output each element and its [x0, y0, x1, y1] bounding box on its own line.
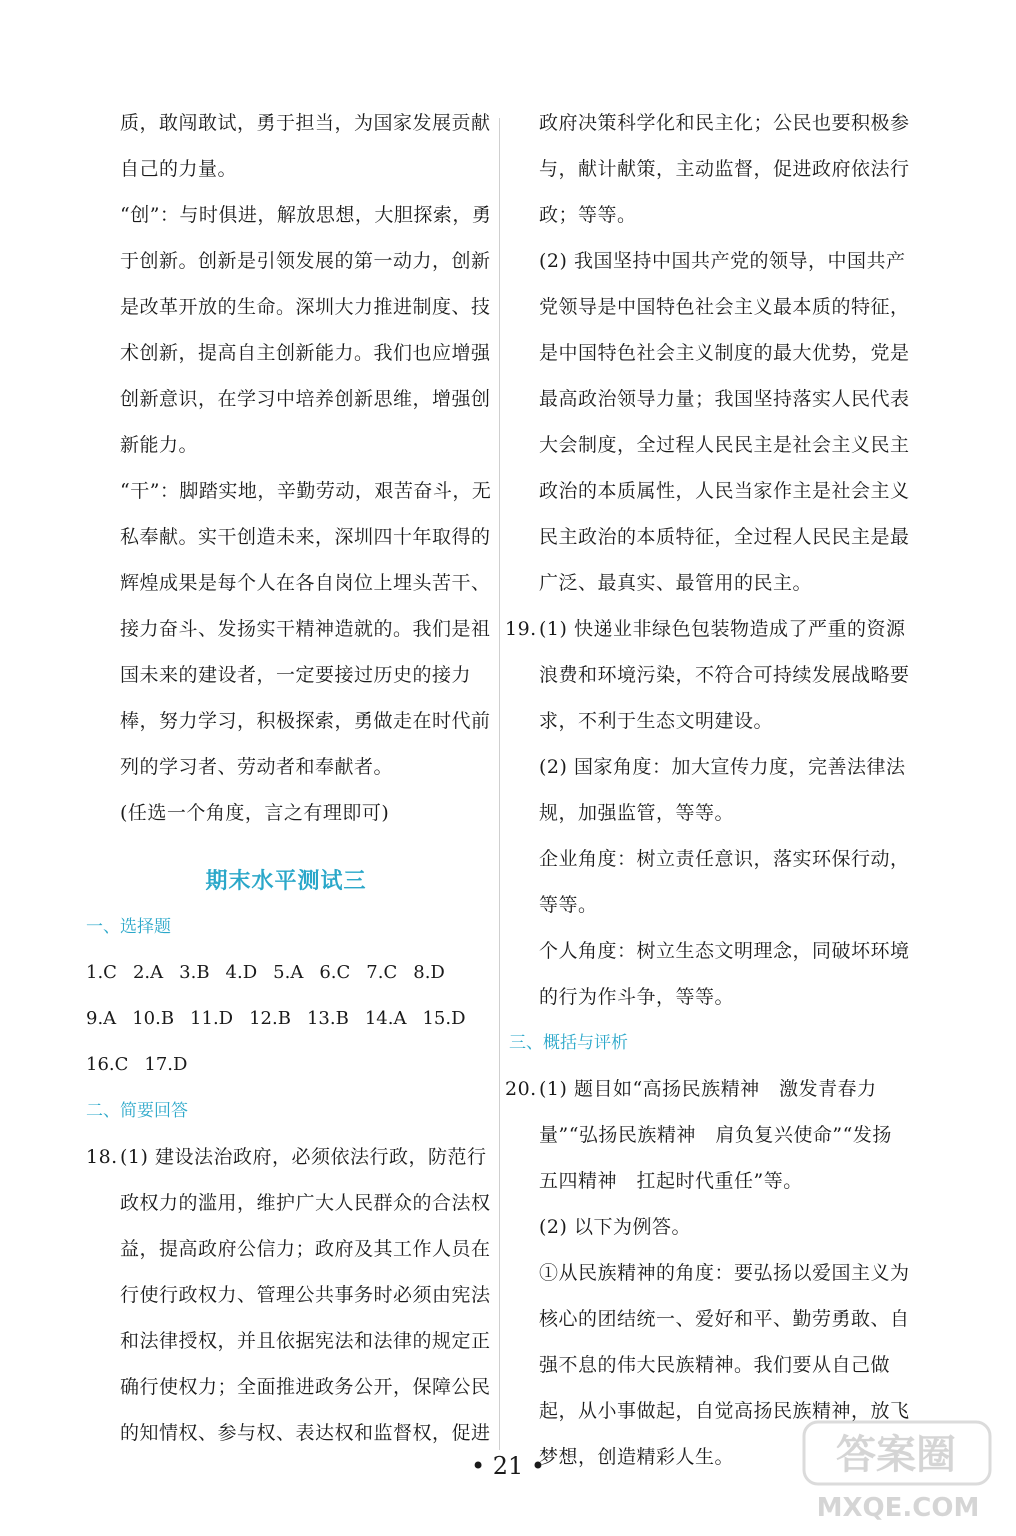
text-line: 求，不利于生态文明建设。: [539, 710, 774, 732]
text-line: 棒，努力学习，积极探索，勇做走在时代前: [120, 710, 491, 732]
right-column: [505, 100, 920, 1480]
text-line: 和法律授权，并且依据宪法和法律的规定正: [120, 1330, 491, 1352]
text-line: 益，提高政府公信力；政府及其工作人员在: [120, 1238, 491, 1260]
answer-item: 8.D: [413, 962, 445, 983]
text-line: 私奉献。实干创造未来，深圳四十年取得的: [120, 526, 491, 548]
question-18: [86, 1134, 486, 1180]
text-line: 于创新。创新是引领发展的第一动力，创新: [120, 250, 491, 272]
watermark-logo: [798, 1416, 998, 1526]
text-line: 等等。: [539, 894, 598, 916]
text-line: 与，献计献策，主动监督，促进政府依法行: [539, 158, 910, 180]
text-line: (2) 我国坚持中国共产党的领导，中国共产: [539, 250, 906, 272]
answer-item: 2.A: [132, 962, 164, 983]
text-line: 最高政治领导力量；我国坚持落实人民代表: [539, 388, 910, 410]
heading-summary: 三、概括与评析: [509, 1033, 628, 1053]
text-line: 政治的本质属性，人民当家作主是社会主义: [539, 480, 910, 502]
text-line: (任选一个角度，言之有理即可): [120, 802, 390, 824]
text-line: 的行为作斗争，等等。: [539, 986, 735, 1008]
text-line: 民主政治的本质特征，全过程人民民主是最: [539, 526, 910, 548]
text-line: 国未来的建设者，一定要接过历史的接力: [120, 664, 472, 686]
answers-row-1: [86, 950, 486, 996]
text-line: (2) 国家角度：加大宣传力度，完善法律法: [539, 756, 906, 778]
text-line: 个人角度：树立生态文明理念，同破坏环境: [539, 940, 910, 962]
text-line: 政；等等。: [539, 204, 637, 226]
page-number: • 21 •: [470, 1452, 546, 1480]
text-line: 的知情权、参与权、表达权和监督权，促进: [120, 1422, 491, 1444]
answer-item: 14.A: [364, 1008, 407, 1029]
text-line: 广泛、最真实、最管用的民主。: [539, 572, 813, 594]
text-line: 是改革开放的生命。深圳大力推进制度、技: [120, 296, 491, 318]
text-line: 创新意识，在学习中培养创新思维，增强创: [120, 388, 491, 410]
question-20: [505, 1066, 920, 1112]
answer-item: 7.C: [366, 962, 398, 983]
text-line: 新能力。: [120, 434, 199, 456]
text-line: 政权力的滥用，维护广大人民群众的合法权: [120, 1192, 491, 1214]
text-line: 党领导是中国特色社会主义最本质的特征，: [539, 296, 910, 318]
question-number: 20.: [505, 1078, 537, 1100]
section-title: 期末水平测试三: [205, 868, 367, 894]
text-line: (2) 以下为例答。: [539, 1216, 691, 1238]
watermark-site-text: MXQE.COM: [816, 1493, 980, 1523]
text-line: 辉煌成果是每个人在各自岗位上埋头苦干、: [120, 572, 491, 594]
text-line: 五四精神 扛起时代重任”等。: [539, 1170, 803, 1192]
question-19: [505, 606, 920, 652]
answer-item: 16.C: [86, 1054, 129, 1075]
text-line: ①从民族精神的角度：要弘扬以爱国主义为: [539, 1262, 910, 1284]
watermark-logo-text: 答案圈: [836, 1432, 956, 1478]
text-line: 规，加强监管，等等。: [539, 802, 735, 824]
answer-item: 5.A: [273, 962, 304, 983]
text-line: 质，敢闯敢试，勇于担当，为国家发展贡献: [120, 112, 491, 134]
text-line: 自己的力量。: [120, 158, 238, 180]
text-line: 确行使权力；全面推进政务公开，保障公民: [120, 1376, 491, 1398]
answer-item: 10.B: [132, 1008, 175, 1029]
answer-item: 11.D: [190, 1008, 234, 1029]
answers-row-2: [86, 996, 486, 1042]
text-line: 量”“弘扬民族精神 肩负复兴使命”“发扬: [539, 1124, 892, 1146]
text-line: 是中国特色社会主义制度的最大优势，党是: [539, 342, 910, 364]
heading-choice: 一、选择题: [86, 917, 171, 937]
answer-item: 13.B: [306, 1008, 349, 1029]
answer-item: 1.C: [86, 962, 117, 983]
text-line: “创”：与时俱进，解放思想，大胆探索，勇: [120, 204, 492, 226]
answer-item: 17.D: [144, 1054, 188, 1075]
text-line: 列的学习者、劳动者和奉献者。: [120, 756, 394, 778]
text-line: 起，从小事做起，自觉高扬民族精神，放飞: [539, 1400, 910, 1422]
text-line: 浪费和环境污染，不符合可持续发展战略要: [539, 664, 910, 686]
text-line: 大会制度，全过程人民民主是社会主义民主: [539, 434, 910, 456]
text-line: 政府决策科学化和民主化；公民也要积极参: [539, 112, 910, 134]
text-line: 梦想，创造精彩人生。: [539, 1446, 735, 1468]
text-line: “干”：脚踏实地，辛勤劳动，艰苦奋斗，无: [120, 480, 492, 502]
text-line: 术创新，提高自主创新能力。我们也应增强: [120, 342, 491, 364]
answer-item: 6.C: [319, 962, 351, 983]
text-line: (1) 建设法治政府，必须依法行政，防范行: [120, 1146, 487, 1168]
text-line: 企业角度：树立责任意识，落实环保行动，: [539, 848, 910, 870]
answer-item: 9.A: [86, 1008, 117, 1029]
left-column: [86, 100, 492, 1456]
answer-item: 15.D: [422, 1008, 466, 1029]
answer-item: 3.B: [179, 962, 210, 983]
text-line: 接力奋斗、发扬实干精神造就的。我们是祖: [120, 618, 491, 640]
text-line: (1) 题目如“高扬民族精神 激发青春力: [539, 1078, 877, 1100]
text-line: (1) 快递业非绿色包装物造成了严重的资源: [539, 618, 906, 640]
answer-item: 12.B: [249, 1008, 291, 1029]
text-line: 强不息的伟大民族精神。我们要从自己做: [539, 1354, 891, 1376]
heading-short-answer: 二、简要回答: [86, 1101, 188, 1121]
answer-item: 4.D: [225, 962, 258, 983]
column-divider: [499, 118, 500, 1450]
question-number: 19.: [505, 618, 537, 640]
text-line: 核心的团结统一、爱好和平、勤劳勇敢、自: [539, 1308, 910, 1330]
text-line: 行使行政权力、管理公共事务时必须由宪法: [120, 1284, 491, 1306]
answers-row-3: [86, 1042, 486, 1088]
question-number: 18.: [86, 1146, 118, 1168]
